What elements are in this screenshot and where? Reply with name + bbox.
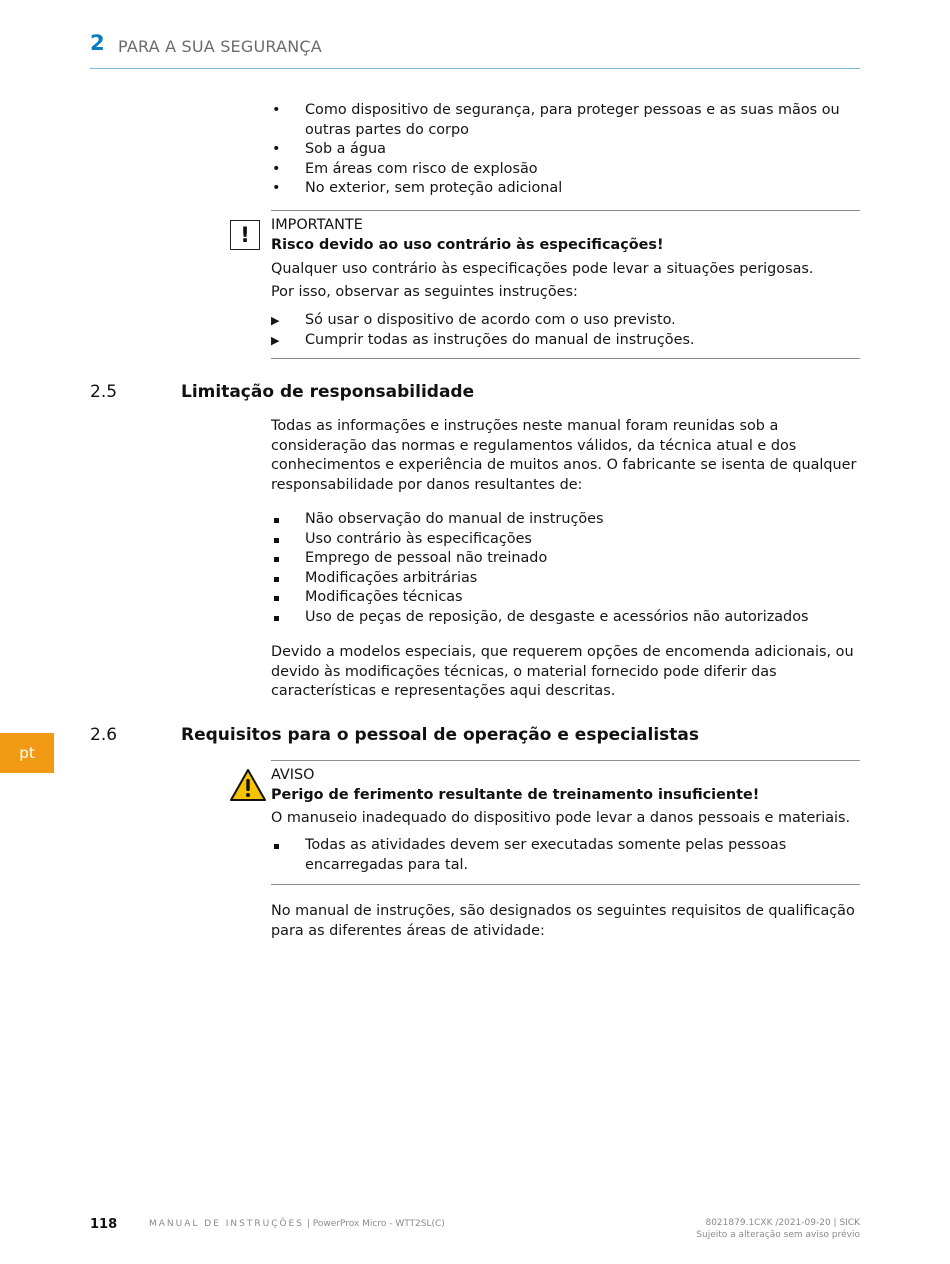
list-item: Não observação do manual de instruções bbox=[271, 510, 861, 530]
list-item: Emprego de pessoal não treinado bbox=[271, 549, 861, 569]
warning-list bbox=[271, 836, 861, 875]
exclamation-box-icon: ! bbox=[230, 220, 260, 250]
section-paragraph: Devido a modelos especiais, que requerem opções de encomenda adicionais, ou devido às modificações técnicas, o material fornecido pode diferir das características e representações aqui descritas. bbox=[271, 644, 854, 699]
warning-triangle-icon bbox=[229, 768, 267, 802]
footer-manual-info bbox=[149, 1219, 445, 1229]
warning-text: O manuseio inadequado do dispositivo pode levar a danos pessoais e materiais. bbox=[271, 810, 851, 826]
section-title: Limitação de responsabilidade bbox=[181, 382, 475, 402]
disclaimer: Sujeito a alteração sem aviso prévio bbox=[696, 1230, 860, 1240]
page-number: 118 bbox=[90, 1217, 118, 1232]
chapter-number: 2 bbox=[90, 31, 105, 55]
list-item: • Como dispositivo de segurança, para proteger pessoas e as suas mãos ou outras partes do corpo bbox=[271, 101, 861, 140]
instruction-step: ▶ Cumprir todas as instruções do manual de instruções. bbox=[271, 331, 861, 351]
notice-top-rule bbox=[271, 210, 860, 211]
section-number: 2.5 bbox=[90, 382, 118, 402]
document-id: 8021879.1CXK /2021-09-20 | SICK bbox=[705, 1218, 860, 1228]
section-paragraph: No manual de instruções, são designados os seguintes requisitos de qualificação para as diferentes áreas de atividade: bbox=[271, 903, 855, 939]
product-name: | PowerProx Micro - WTT2SL(C) bbox=[303, 1219, 445, 1229]
intro-list bbox=[271, 101, 861, 199]
section-number: 2.6 bbox=[90, 725, 118, 745]
warning-bottom-rule bbox=[271, 884, 860, 885]
list-item: • Sob a água bbox=[271, 140, 861, 160]
header-divider bbox=[90, 68, 860, 69]
list-item: • No exterior, sem proteção adicional bbox=[271, 179, 861, 199]
important-text-1: Qualquer uso contrário às especificações pode levar a situações perigosas. bbox=[271, 261, 814, 277]
section-title: Requisitos para o pessoal de operação e especialistas bbox=[181, 725, 700, 745]
notice-bottom-rule bbox=[271, 358, 860, 359]
list-item: Modificações arbitrárias bbox=[271, 569, 861, 589]
important-headline: Risco devido ao uso contrário às especificações! bbox=[271, 237, 664, 253]
list-item: Modificações técnicas bbox=[271, 588, 861, 608]
section-paragraph: Todas as informações e instruções neste manual foram reunidas sob a consideração das normas e regulamentos válidos, da técnica atual e dos conhecimentos e experiência de muitos anos. O fabricante se isenta de qualquer responsabilidade por danos resultantes de: bbox=[271, 418, 857, 493]
important-text-2: Por isso, observar as seguintes instruções: bbox=[271, 284, 578, 300]
warning-signal-word: AVISO bbox=[271, 767, 315, 783]
list-item: Todas as atividades devem ser executadas somente pelas pessoas encarregadas para tal. bbox=[271, 836, 861, 875]
list-item: Uso contrário às especificações bbox=[271, 530, 861, 550]
instruction-step: ▶ Só usar o dispositivo de acordo com o uso previsto. bbox=[271, 311, 861, 331]
list-item: Uso de peças de reposição, de desgaste e acessórios não autorizados bbox=[271, 608, 861, 628]
liability-list bbox=[271, 510, 861, 627]
warning-headline: Perigo de ferimento resultante de treinamento insuficiente! bbox=[271, 787, 760, 803]
list-item: • Em áreas com risco de explosão bbox=[271, 160, 861, 180]
chapter-title: PARA A SUA SEGURANÇA bbox=[118, 37, 322, 56]
warning-top-rule bbox=[271, 760, 860, 761]
language-tab: pt bbox=[0, 733, 54, 773]
important-signal-word: IMPORTANTE bbox=[271, 217, 363, 233]
important-steps bbox=[271, 311, 861, 350]
manual-label: MANUAL DE INSTRUÇÕES bbox=[149, 1219, 304, 1229]
